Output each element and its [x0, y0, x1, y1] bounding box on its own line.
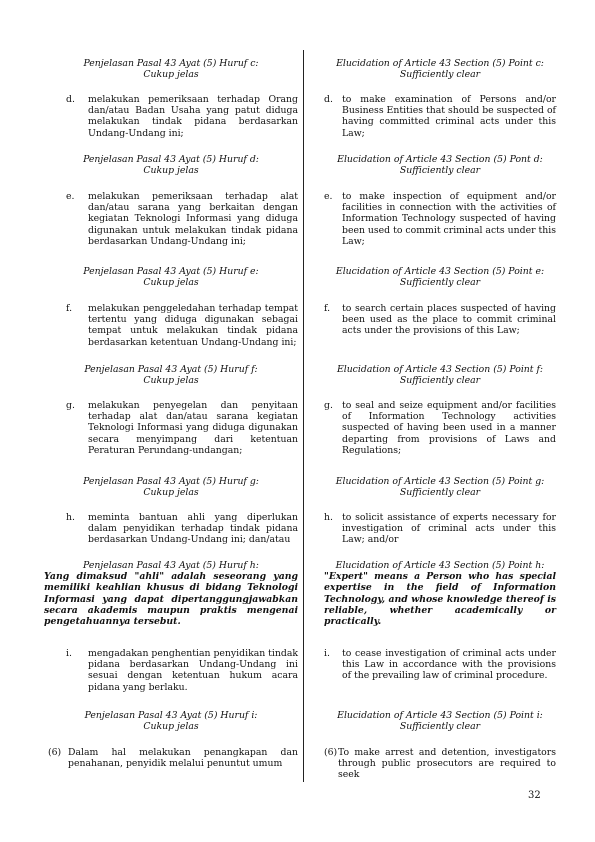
- elucidation-heading-d: Elucidation of Article 43 Section (5) Pont d: Sufficiently clear: [337, 154, 543, 177]
- item-text: Dalam hal melakukan penangkapan dan penahanan, penyidik melalui penuntut umum: [68, 747, 298, 770]
- elucidation-heading-d: Penjelasan Pasal 43 Ayat (5) Huruf d: Cukup jelas: [83, 154, 259, 177]
- item-text: melakukan penyegelan dan penyitaan terhadap alat dan/atau sarana kegiatan Teknologi Informasi yang diduga digunakan secara menyimpang dari ketentuan Peraturan Perundang-undangan;: [88, 400, 298, 456]
- item-label: (6): [324, 747, 338, 758]
- item-text: to cease investigation of criminal acts under this Law in accordance with the provisions of the prevailing law of criminal procedure.: [342, 648, 556, 682]
- item-text: to search certain places suspected of having been used as the place to commit criminal acts under the provisions of this Law;: [342, 303, 556, 337]
- elucidation-heading-e: Elucidation of Article 43 Section (5) Point e: Sufficiently clear: [335, 266, 545, 289]
- item-text: to solicit assistance of experts necessary for investigation of criminal acts under this Law; and/or: [342, 512, 556, 546]
- item-label: h.: [66, 512, 75, 523]
- elucidation-text-h: Yang dimaksud "ahli" adalah seseorang yang memiliki keahlian khusus di bidang Teknologi Informasi yang dapat dipertanggungjawabkan secara akademis maupun praktis mengenai pengetahuannya tersebut.: [44, 571, 298, 628]
- item-label: i.: [66, 648, 72, 659]
- elucidation-heading-c: Elucidation of Article 43 Section (5) Point c: Sufficiently clear: [336, 58, 544, 81]
- list-item-h: [44, 512, 298, 546]
- item-text: to make examination of Persons and/or Business Entities that should be suspected of having committed criminal acts under this Law;: [342, 94, 556, 139]
- list-item-h: [324, 512, 556, 546]
- item-text: mengadakan penghentian penyidikan tindak pidana berdasarkan Undang-Undang ini sesuai dengan ketentuan hukum acara pidana yang berlaku.: [88, 648, 299, 693]
- elucidation-heading-h: Penjelasan Pasal 43 Ayat (5) Huruf h:: [83, 560, 259, 571]
- elucidation-heading-h: Elucidation of Article 43 Section (5) Point h:: [335, 560, 545, 571]
- item-label: (6): [48, 747, 62, 758]
- elucidation-heading-c: Penjelasan Pasal 43 Ayat (5) Huruf c: Cukup jelas: [83, 58, 259, 81]
- list-item-d: [44, 94, 298, 139]
- list-item-i: [324, 648, 556, 682]
- elucidation-heading-i: Penjelasan Pasal 43 Ayat (5) Huruf i: Cukup jelas: [84, 710, 258, 733]
- item-text: melakukan pemeriksaan terhadap alat dan/atau sarana yang berkaitan dengan kegiatan Teknologi Informasi yang diduga digunakan untuk melakukan tindak pidana berdasarkan Undang-Undang ini;: [88, 191, 298, 247]
- item-label: f.: [324, 303, 331, 314]
- item-label: e.: [66, 191, 75, 202]
- elucidation-heading-i: Elucidation of Article 43 Section (5) Point i: Sufficiently clear: [337, 710, 543, 733]
- column-divider: [303, 50, 304, 782]
- list-item-g: [44, 400, 298, 456]
- item-label: i.: [324, 648, 330, 659]
- item-label: g.: [66, 400, 75, 411]
- elucidation-heading-e: Penjelasan Pasal 43 Ayat (5) Huruf e: Cukup jelas: [83, 266, 259, 289]
- item-label: g.: [324, 400, 333, 411]
- item-text: to seal and seize equipment and/or facilities of Information Technology activities suspected of having been used in a manner departing from provisions of Laws and Regulations;: [342, 400, 556, 456]
- list-item-d: [324, 94, 556, 139]
- item-label: d.: [66, 94, 75, 105]
- list-item-e: [324, 191, 556, 247]
- elucidation-heading-g: Elucidation of Article 43 Section (5) Point g: Sufficiently clear: [335, 476, 545, 499]
- list-item-section-6: [44, 747, 298, 769]
- item-text: to make inspection of equipment and/or facilities in connection with the activities of Information Technology suspected of having been used to commit criminal acts under this Law;: [342, 191, 556, 247]
- elucidation-heading-f: Elucidation of Article 43 Section (5) Point f: Sufficiently clear: [336, 364, 544, 387]
- elucidation-text-h: "Expert" means a Person who has special expertise in the field of Information Technology, and whose knowledge thereof is reliable, whether academically or practically.: [324, 571, 556, 628]
- item-label: h.: [324, 512, 333, 523]
- list-item-f: [324, 303, 556, 337]
- item-label: d.: [324, 94, 333, 105]
- page-number: 32: [528, 790, 541, 801]
- item-text: meminta bantuan ahli yang diperlukan dalam penyidikan terhadap tindak pidana berdasarkan Undang-Undang ini; dan/atau: [88, 512, 298, 546]
- item-text: melakukan penggeledahan terhadap tempat tertentu yang diduga digunakan sebagai tempat untuk melakukan tindak pidana berdasarkan ketentuan Undang-Undang ini;: [88, 303, 298, 348]
- elucidation-heading-g: Penjelasan Pasal 43 Ayat (5) Huruf g: Cukup jelas: [83, 476, 259, 499]
- item-text: melakukan pemeriksaan terhadap Orang dan/atau Badan Usaha yang patut diduga melakukan tindak pidana berdasarkan Undang-Undang ini;: [88, 94, 298, 139]
- item-label: f.: [66, 303, 73, 314]
- list-item-f: [44, 303, 298, 348]
- list-item-g: [324, 400, 556, 456]
- item-text: To make arrest and detention, investigators through public prosecutors are required to seek: [338, 747, 556, 781]
- item-label: e.: [324, 191, 333, 202]
- list-item-e: [44, 191, 298, 247]
- elucidation-heading-f: Penjelasan Pasal 43 Ayat (5) Huruf f: Cukup jelas: [84, 364, 258, 387]
- list-item-i: [44, 648, 298, 693]
- list-item-section-6: [324, 747, 556, 781]
